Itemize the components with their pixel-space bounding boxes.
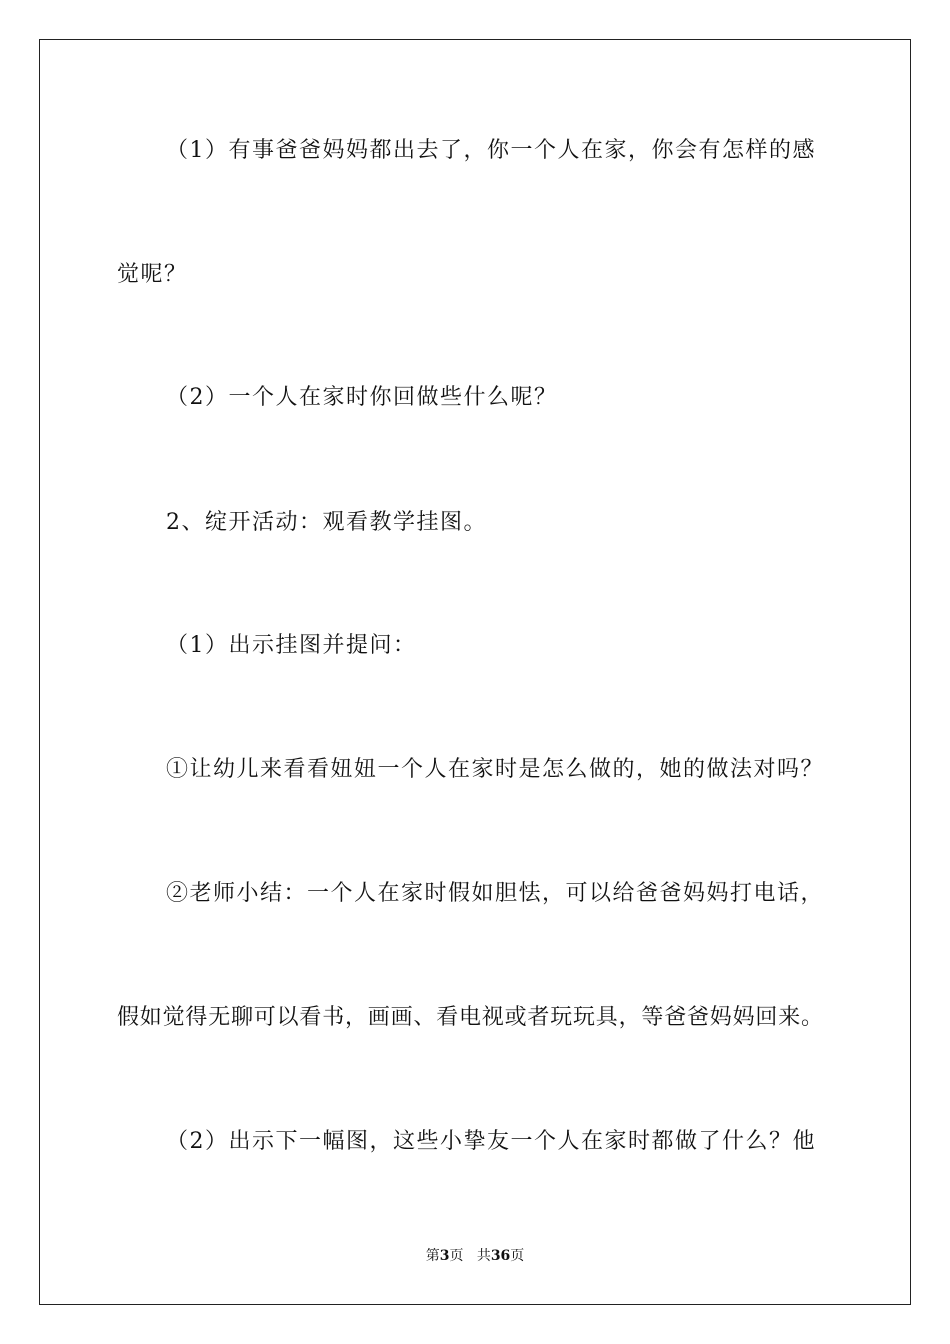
paragraph-line-5: （1）出示挂图并提问： [166,633,417,658]
footer-total-pages: 36 [490,1248,511,1264]
paragraph-line-7: ②老师小结：一个人在家时假如胆怯，可以给爸爸妈妈打电话， [166,881,825,906]
footer-total-prefix: 共 [476,1248,491,1264]
paragraph-line-1: （1）有事爸爸妈妈都出去了，你一个人在家，你会有怎样的感 [166,138,816,163]
paragraph-line-2: 觉呢？ [117,262,188,287]
paragraph-line-3: （2）一个人在家时你回做些什么呢？ [166,385,558,410]
paragraph-line-9: （2）出示下一幅图，这些小挚友一个人在家时都做了什么？他 [166,1129,816,1154]
footer-page-suffix: 页 [449,1248,464,1264]
footer-prefix: 第 [425,1248,440,1264]
paragraph-line-6: ①让幼儿来看看妞妞一个人在家时是怎么做的，她的做法对吗？ [166,757,825,782]
page-footer [0,1247,950,1265]
footer-total-suffix: 页 [510,1248,525,1264]
page-border [39,39,911,1305]
footer-page-number: 3 [439,1248,450,1264]
paragraph-line-8: 假如觉得无聊可以看书，画画、看电视或者玩玩具，等爸爸妈妈回来。 [117,1005,824,1030]
paragraph-line-4: 2、绽开活动：观看教学挂图。 [166,510,487,535]
